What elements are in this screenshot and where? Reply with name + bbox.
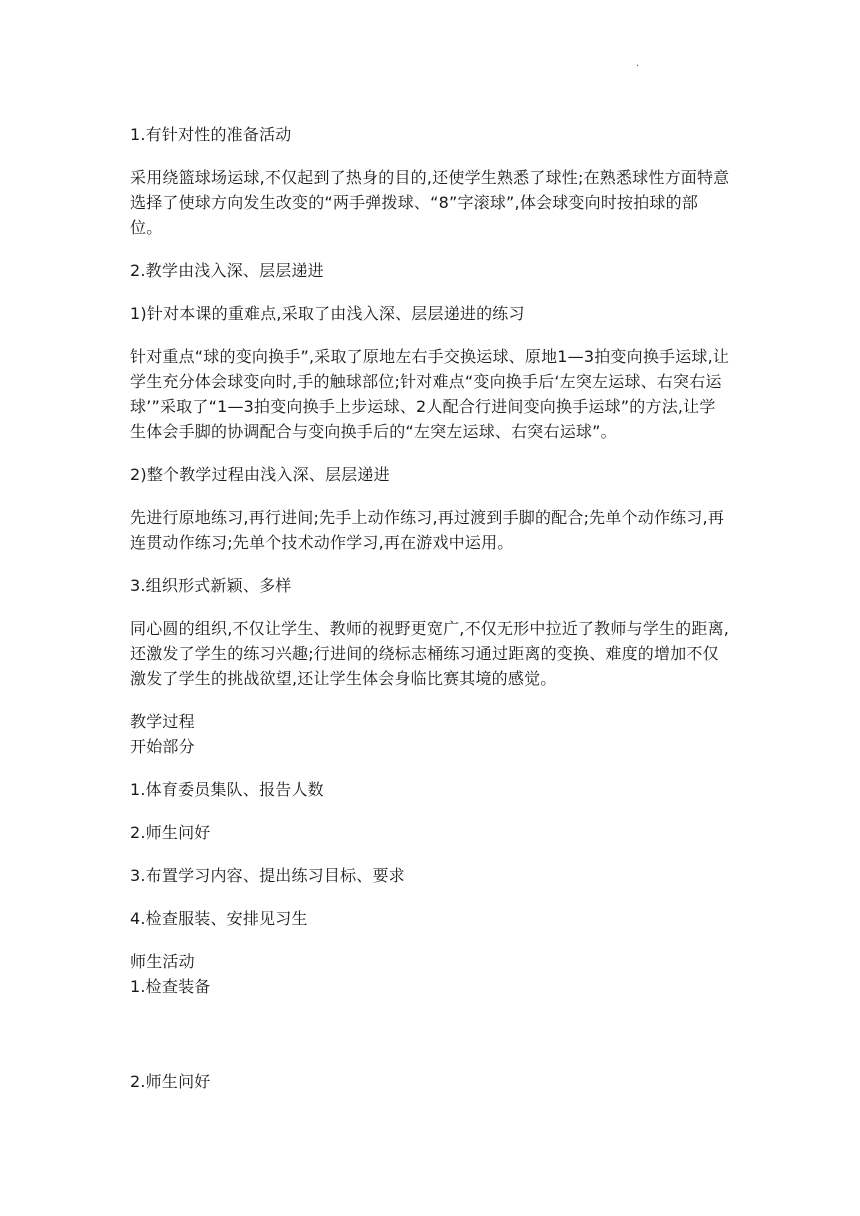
process-heading: 教学过程 <box>130 712 195 731</box>
section-2-subtitle-2: 2)整个教学过程由浅入深、层层递进 <box>130 465 390 484</box>
section-2-title: 2.教学由浅入深、层层递进 <box>130 261 324 280</box>
document-content <box>130 122 730 1112</box>
start-heading: 开始部分 <box>130 737 195 756</box>
start-item: 3.布置学习内容、提出练习目标、要求 <box>130 866 405 885</box>
start-item: 2.师生问好 <box>130 823 211 842</box>
section-2-subtitle-1-body: 针对重点“球的变向换手”,采取了原地左右手交换运球、原地1—3拍变向换手运球,让学生充分体会球变向时,手的触球部位;针对难点“变向换手后‘左突左运球、右突右运球’”采取了“1—3拍变向换手上步运球、2人配合行进间变向换手运球”的方法,让学生体会手脚的协调配合与变向换手后的“左突左运球、右突右运球”。 <box>130 347 730 441</box>
section-1-body: 采用绕篮球场运球,不仅起到了热身的目的,还使学生熟悉了球性;在熟悉球性方面特意选择了使球方向发生改变的“两手弹拨球、“8”字滚球”,体会球变向时按拍球的部位。 <box>130 168 730 237</box>
section-3-title: 3.组织形式新颖、多样 <box>130 576 292 595</box>
start-item: 1.体育委员集队、报告人数 <box>130 780 324 799</box>
header-dot: . <box>636 58 640 69</box>
spacer <box>130 1017 730 1069</box>
section-2-subtitle-1: 1)针对本课的重难点,采取了由浅入深、层层递进的练习 <box>130 304 525 323</box>
activity-item: 1.检查装备 <box>130 977 211 996</box>
activity-heading: 师生活动 <box>130 952 195 971</box>
section-3-body: 同心圆的组织,不仅让学生、教师的视野更宽广,不仅无形中拉近了教师与学生的距离,还激发了学生的练习兴趣;行进间的绕标志桶练习通过距离的变换、难度的增加不仅激发了学生的挑战欲望,还让学生体会身临比赛其境的感觉。 <box>130 619 730 688</box>
section-2-subtitle-2-body: 先进行原地练习,再行进间;先手上动作练习,再过渡到手脚的配合;先单个动作练习,再连贯动作练习;先单个技术动作学习,再在游戏中运用。 <box>130 508 725 552</box>
section-1-title: 1.有针对性的准备活动 <box>130 125 292 144</box>
start-item: 4.检查服装、安排见习生 <box>130 909 308 928</box>
activity-item: 2.师生问好 <box>130 1072 211 1091</box>
